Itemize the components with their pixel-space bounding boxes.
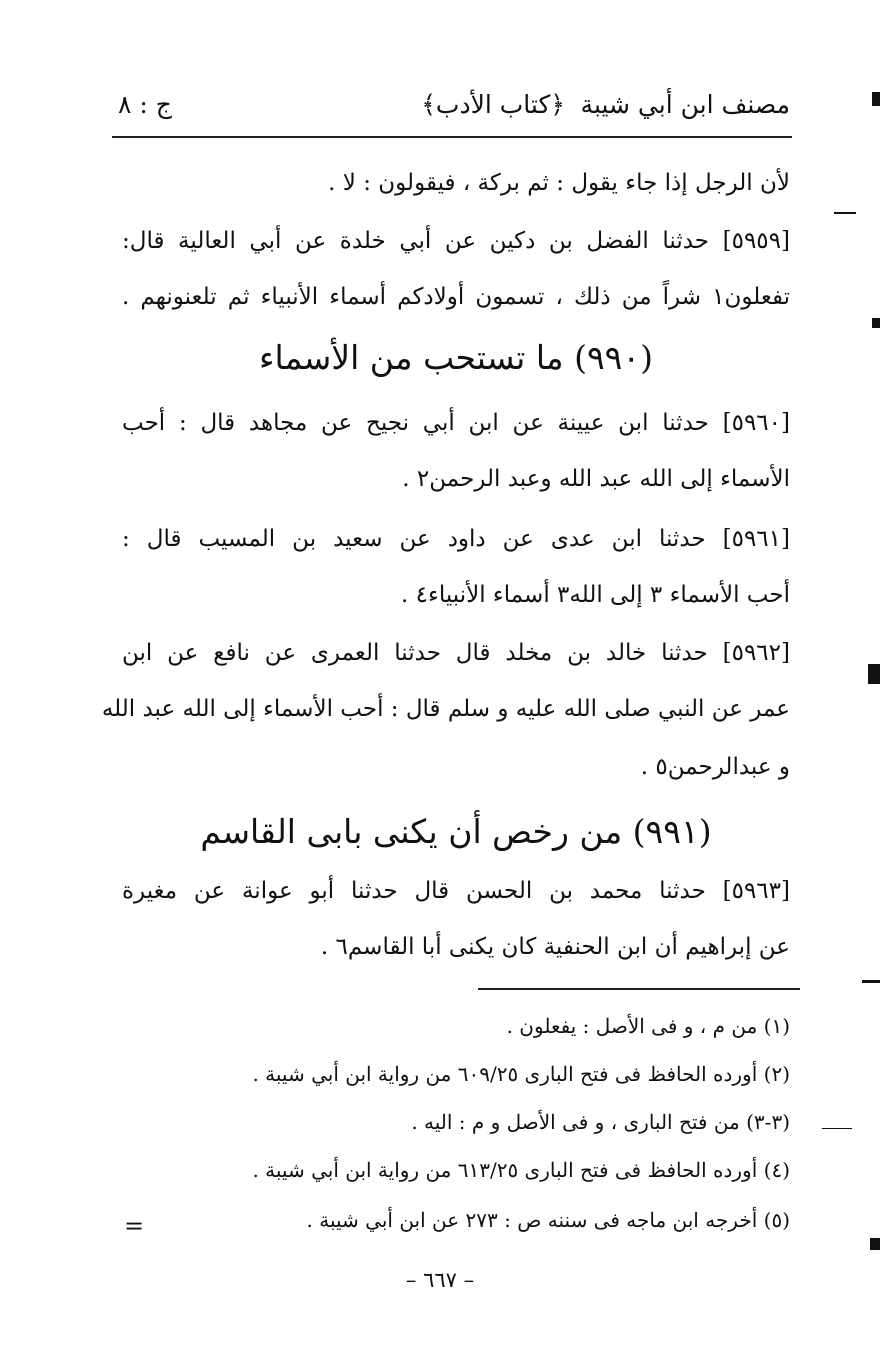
page-header [118, 84, 790, 130]
hadith-5959-line-1: [٥٩٥٩] حدثنا الفضل بن دكين عن أبي خلدة عن أبي العالية قال: [122, 228, 790, 254]
volume-number: ج : ٨ [118, 90, 172, 119]
page-number: – ٦٦٧ – [405, 1268, 475, 1292]
scan-edge-mark [868, 664, 880, 684]
hadith-5963-line-1: [٥٩٦٣] حدثنا محمد بن الحسن قال حدثنا أبو عوانة عن مغيرة [122, 878, 790, 904]
margin-equals-mark: = [124, 1212, 145, 1240]
footnote-3: (٣-٣) من فتح البارى ، و فى الأصل و م : اليه . [411, 1110, 790, 1134]
scan-edge-mark [862, 980, 880, 983]
hadith-5961-line-1: [٥٩٦١] حدثنا ابن عدى عن داود عن سعيد بن المسيب قال : [122, 526, 790, 552]
footnote-4: (٤) أورده الحافظ فى فتح البارى ٦١٣/٢٥ من رواية ابن أبي شيبة . [252, 1158, 790, 1182]
book-title: مصنف ابن أبي شيبة [580, 90, 790, 119]
hadith-5960-line-2: الأسماء إلى الله عبد الله وعبد الرحمن٢ . [402, 466, 790, 492]
scan-edge-mark [872, 92, 880, 106]
hadith-5960-line-1: [٥٩٦٠] حدثنا ابن عيينة عن ابن أبي نجيح عن مجاهد قال : أحب [122, 410, 790, 436]
scan-edge-mark [834, 212, 856, 214]
chapter-title: ﴿كتاب الأدب﴾ [421, 90, 565, 119]
footnote-1: (١) من م ، و فى الأصل : يفعلون . [506, 1014, 790, 1038]
footnote-2: (٢) أورده الحافظ فى فتح البارى ٦٠٩/٢٥ من رواية ابن أبي شيبة . [252, 1062, 790, 1086]
hadith-5962-line-3: و عبدالرحمن٥ . [640, 754, 790, 780]
hadith-5959-line-2: تفعلون١ شراً من ذلك ، تسمون أولادكم أسماء الأنبياء ثم تلعنونهم . [122, 284, 790, 310]
section-heading-990: (٩٩٠) ما تستحب من الأسماء [259, 338, 653, 377]
hadith-5962-line-1: [٥٩٦٢] حدثنا خالد بن مخلد قال حدثنا العمرى عن نافع عن ابن [122, 640, 790, 666]
hadith-5963-line-2: عن إبراهيم أن ابن الحنفية كان يكنى أبا القاسم٦ . [320, 934, 790, 960]
footnote-separator [478, 988, 800, 990]
scan-edge-mark [872, 318, 880, 328]
continuation-line: لأن الرجل إذا جاء يقول : ثم بركة ، فيقولون : لا . [328, 170, 790, 196]
section-heading-991: (٩٩١) من رخص أن يكنى بابى القاسم [200, 812, 712, 851]
hadith-5962-line-2: عمر عن النبي صلى الله عليه و سلم قال : أحب الأسماء إلى الله عبد الله [101, 696, 790, 722]
header-rule [112, 136, 792, 138]
scan-edge-mark [870, 1238, 880, 1250]
hadith-5961-line-2: أحب الأسماء ٣ إلى الله٣ أسماء الأنبياء٤ . [401, 582, 790, 608]
scan-edge-mark [822, 1128, 852, 1129]
footnote-5: (٥) أخرجه ابن ماجه فى سننه ص : ٢٧٣ عن ابن أبي شيبة . [306, 1208, 790, 1232]
